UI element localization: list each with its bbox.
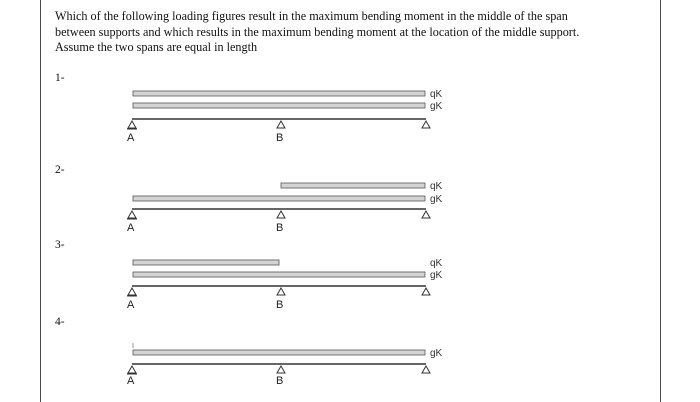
figure-1-number: 1-: [55, 72, 65, 84]
fig3-support-b-label: B: [276, 299, 284, 311]
figure-2-number: 2-: [55, 164, 65, 176]
figure-3: [127, 258, 443, 311]
fig4-support-b-label: B: [276, 375, 284, 387]
fig2-live-load-right-span: [281, 183, 425, 188]
fig3-dead-load-full: [133, 272, 425, 277]
fig2-support-a-pin: [127, 211, 137, 219]
figure-4: [127, 343, 443, 387]
fig2-qk-label: qK: [430, 181, 443, 192]
fig1-support-a-pin: [127, 121, 137, 129]
fig4-gk-label: gK: [430, 348, 443, 359]
fig1-support-a-label: A: [127, 132, 135, 144]
fig2-support-b-roller: [277, 211, 285, 218]
fig1-live-load-full: [133, 91, 425, 96]
fig1-gk-label: gK: [430, 101, 443, 112]
fig3-qk-label: qK: [430, 258, 443, 269]
figure-3-number: 3-: [55, 239, 65, 251]
fig2-support-c-roller: [422, 211, 430, 218]
figure-4-number: 4-: [55, 316, 65, 328]
fig1-qk-label: qK: [430, 89, 443, 100]
fig3-support-a-pin: [127, 288, 137, 296]
fig3-gk-label: gK: [430, 270, 443, 281]
fig4-support-a-pin: [127, 366, 137, 374]
fig3-live-load-left-span: [133, 260, 279, 265]
fig4-dead-load-full: [133, 350, 425, 355]
fig3-support-a-label: A: [127, 299, 135, 311]
fig4-support-a-label: A: [127, 375, 135, 387]
fig4-support-c-roller: [422, 366, 430, 373]
fig1-support-b-roller: [277, 121, 285, 128]
fig1-dead-load-full: [133, 103, 425, 108]
fig1-support-b-label: B: [276, 132, 284, 144]
question-line-2: between supports and which results in the maximum bending moment at the location of the middle support.: [55, 24, 580, 39]
figure-2: [127, 181, 443, 234]
question-line-1: Which of the following loading figures result in the maximum bending moment in the middle of the span: [55, 9, 568, 23]
fig2-support-a-label: A: [127, 222, 135, 234]
fig4-support-b-roller: [277, 366, 285, 373]
fig2-gk-label: gK: [430, 194, 443, 205]
fig2-dead-load-full: [133, 196, 425, 201]
fig1-support-c-roller: [422, 121, 430, 128]
fig3-support-c-roller: [422, 288, 430, 295]
figure-1: [127, 89, 443, 144]
fig2-support-b-label: B: [276, 222, 284, 234]
fig3-support-b-roller: [277, 288, 285, 295]
question-line-3: Assume the two spans are equal in length: [55, 40, 258, 54]
